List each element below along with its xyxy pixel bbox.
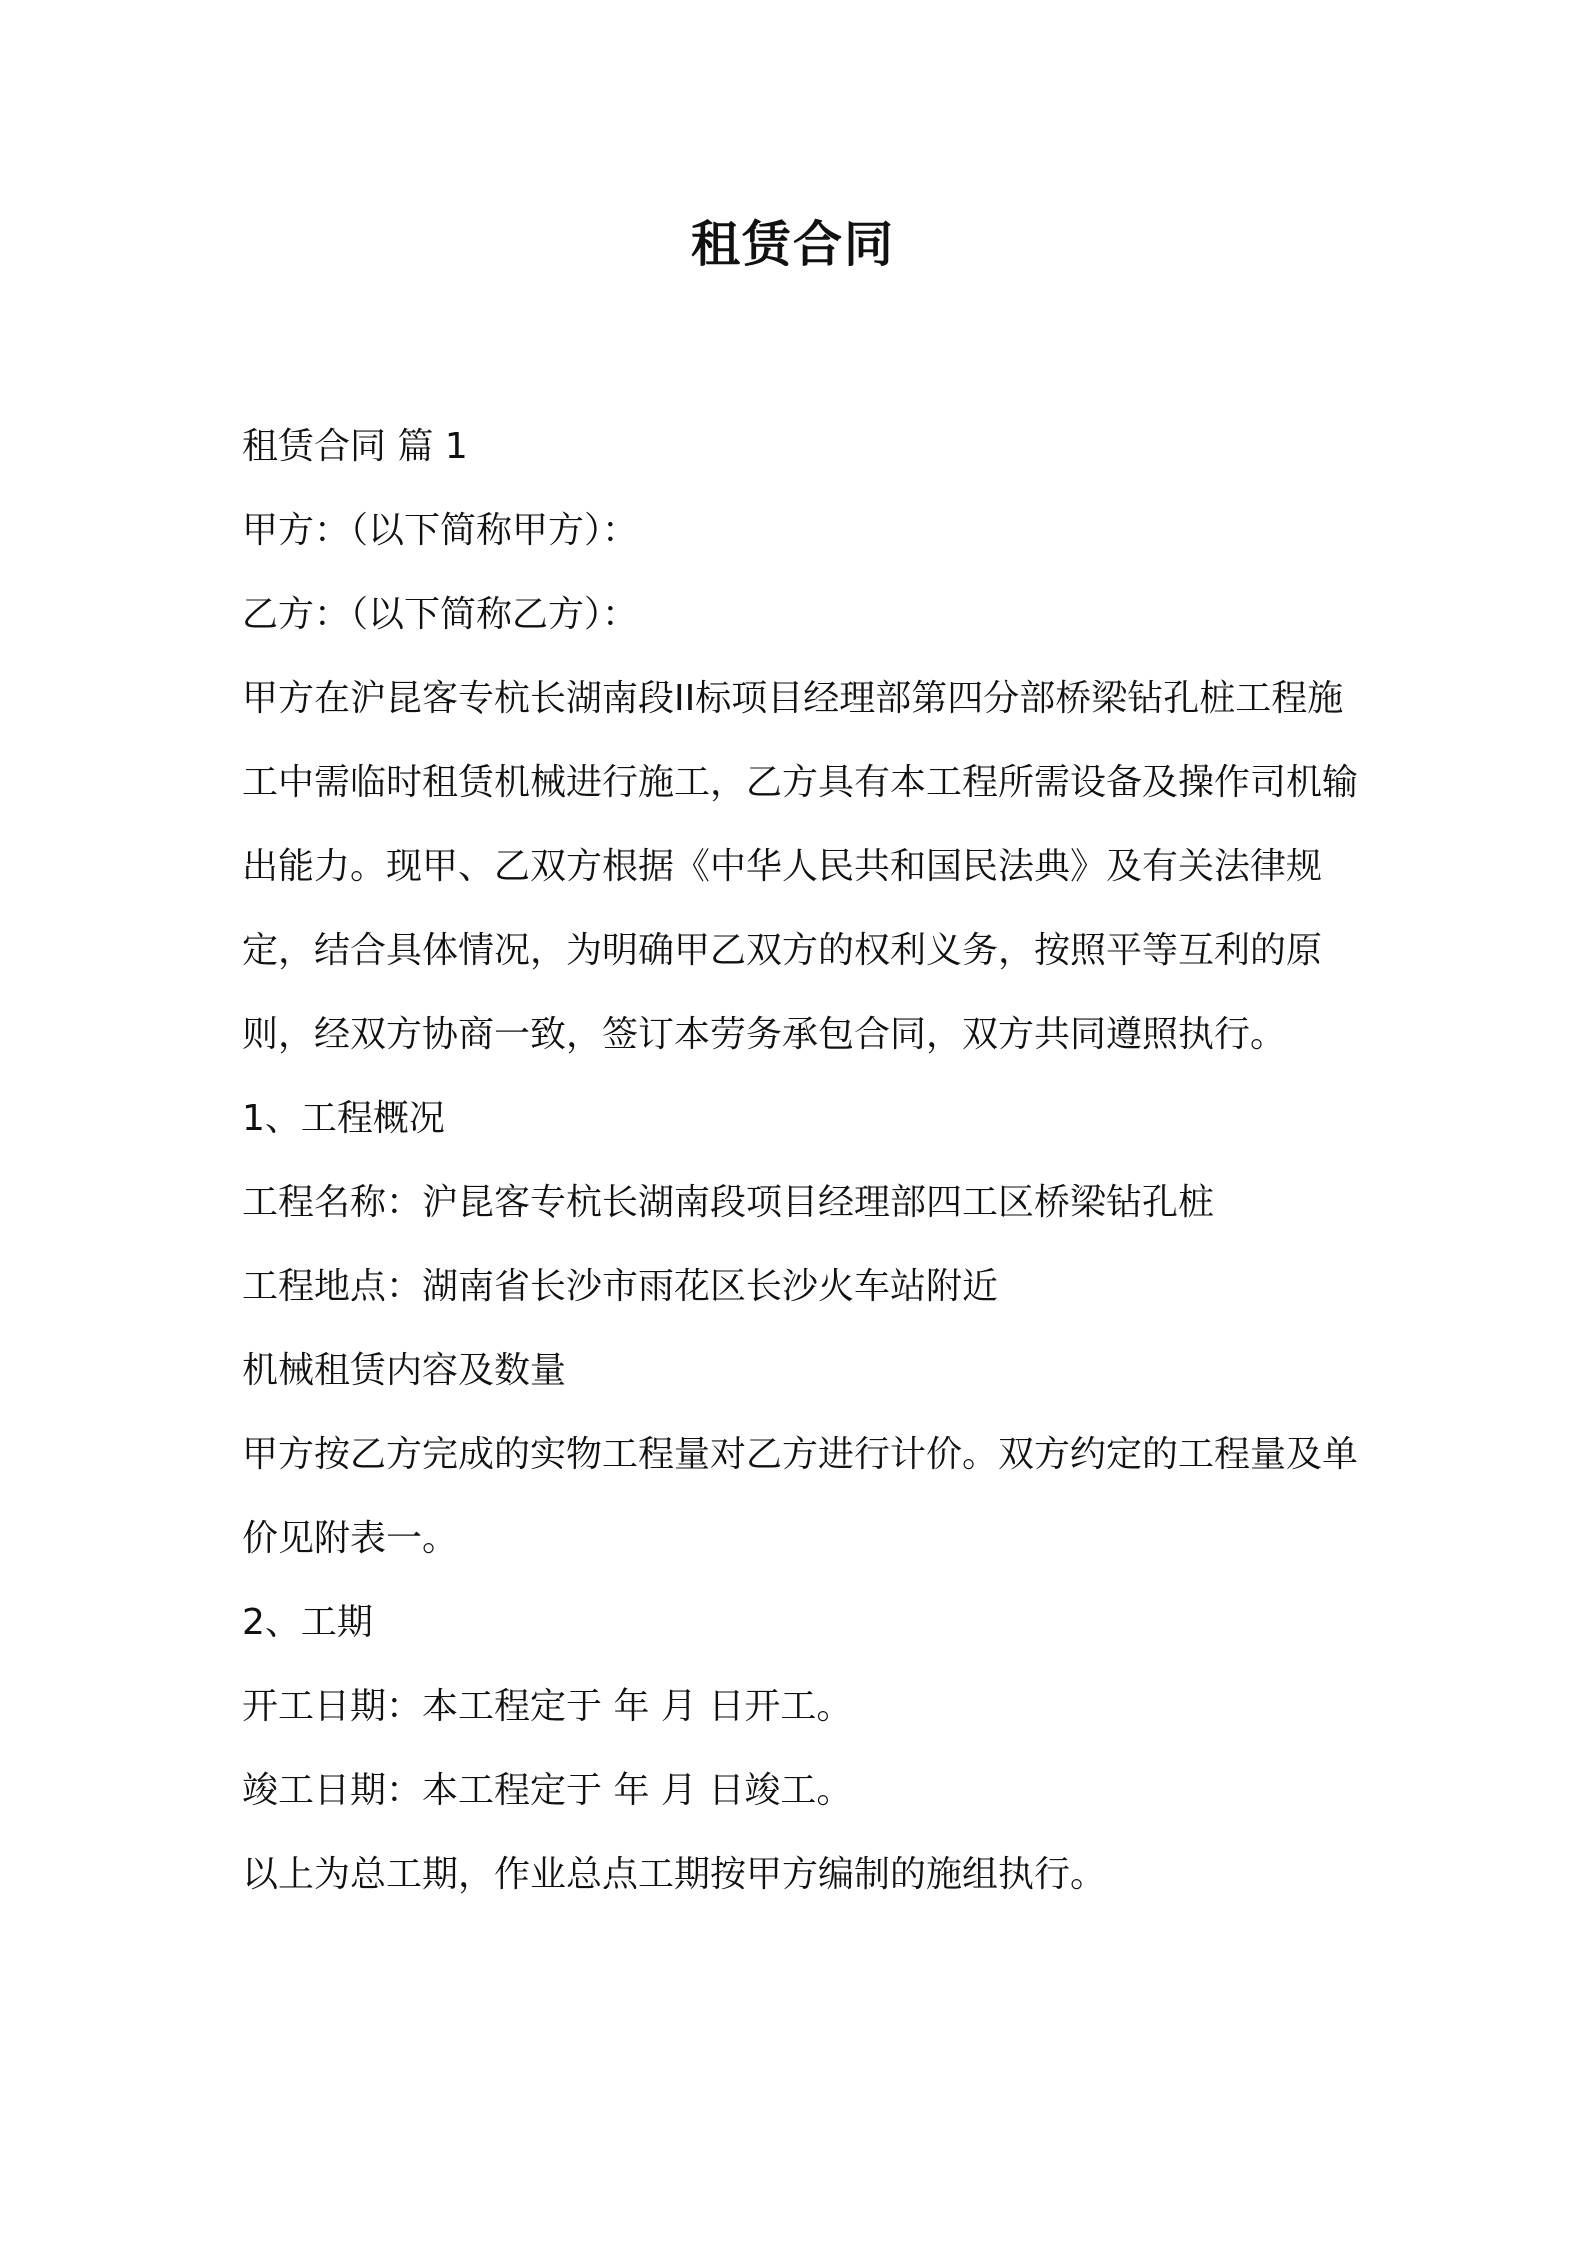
party-b-line: 乙方：（以下简称乙方）：	[242, 594, 639, 635]
document-title: 租赁合同	[690, 216, 895, 273]
party-a-line: 甲方：（以下简称甲方）：	[242, 510, 639, 551]
start-date-line: 开工日期：本工程定于 年 月 日开工。	[242, 1686, 853, 1727]
pricing-paragraph: 甲方按乙方完成的实物工程量对乙方进行计价。双方约定的工程量及单价见附表一。	[242, 1434, 1359, 1559]
completion-date-line: 竣工日期：本工程定于 年 月 日竣工。	[242, 1770, 853, 1811]
document-body	[242, 405, 1362, 1917]
schedule-note-line: 以上为总工期，作业总点工期按甲方编制的施组执行。	[242, 1854, 1107, 1895]
preamble-paragraph: 甲方在沪昆客专杭长湖南段II标项目经理部第四分部桥梁钻孔桩工程施工中需临时租赁机械进行施工，乙方具有本工程所需设备及操作司机输出能力。现甲、乙双方根据《中华人民共和国民法典》及有关法律规定，结合具体情况，为明确甲乙双方的权利义务，按照平等互利的原则，经双方协商一致，签订本劳务承包合同，双方共同遵照执行。	[242, 678, 1359, 1055]
equipment-rental-heading: 机械租赁内容及数量	[242, 1350, 567, 1391]
project-location-line: 工程地点：湖南省长沙市雨花区长沙火车站附近	[242, 1266, 999, 1307]
section-heading: 租赁合同 篇 1	[242, 426, 468, 467]
clause-heading-project-overview: 1、工程概况	[242, 1098, 445, 1139]
project-name-line: 工程名称：沪昆客专杭长湖南段项目经理部四工区桥梁钻孔桩	[242, 1182, 1215, 1223]
clause-heading-schedule: 2、工期	[242, 1602, 373, 1643]
